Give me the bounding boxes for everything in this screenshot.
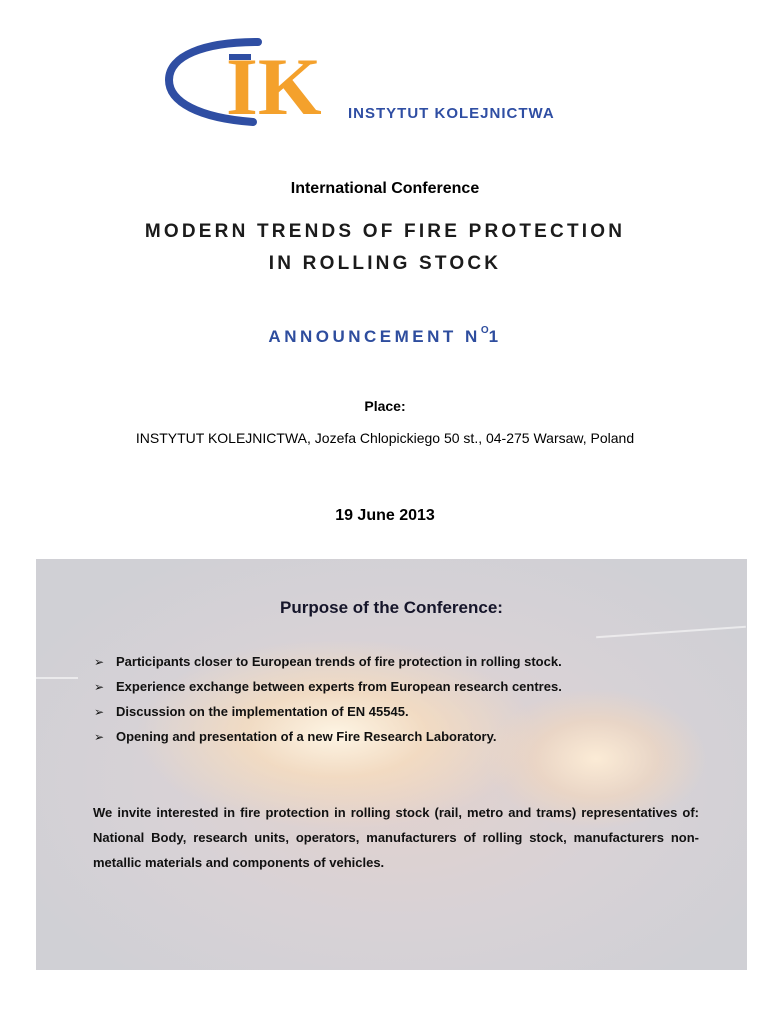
- announcement-sup: O: [480, 325, 489, 337]
- list-item: [94, 729, 562, 754]
- announcement-text: ANNOUNCEMENT N: [268, 327, 481, 346]
- list-item-text: Experience exchange between experts from European research centres.: [116, 679, 562, 694]
- title-line-1: MODERN TRENDS OF FIRE PROTECTION: [144, 221, 626, 242]
- conference-date: 19 June 2013: [335, 507, 435, 524]
- place-label: Place:: [364, 398, 406, 414]
- announcement-number: 1: [488, 327, 502, 346]
- conference-label: International Conference: [290, 180, 480, 197]
- list-item: [94, 704, 562, 729]
- list-item: [94, 679, 562, 704]
- arrow-bullet-icon: ➢: [94, 680, 105, 694]
- logo-letters: IK: [226, 41, 322, 128]
- institute-logo: [163, 38, 613, 128]
- list-item-text: Opening and presentation of a new Fire Research Laboratory.: [116, 729, 497, 744]
- list-item-text: Participants closer to European trends of fire protection in rolling stock.: [116, 654, 562, 669]
- list-item-text: Discussion on the implementation of EN 45545.: [116, 704, 409, 719]
- light-streak: [36, 677, 78, 679]
- title-line-2: IN ROLLING STOCK: [268, 253, 502, 274]
- purpose-list: [94, 654, 562, 754]
- place-address: INSTYTUT KOLEJNICTWA, Jozefa Chlopickiego 50 st., 04-275 Warsaw, Poland: [135, 430, 635, 446]
- logo-mark-svg: [163, 38, 613, 128]
- light-streak: [596, 626, 746, 638]
- purpose-title: Purpose of the Conference:: [280, 598, 503, 617]
- list-item: [94, 654, 562, 679]
- purpose-panel: [36, 559, 747, 970]
- arrow-bullet-icon: ➢: [94, 655, 105, 669]
- announcement-heading: [0, 327, 770, 347]
- arrow-bullet-icon: ➢: [94, 730, 105, 744]
- invitation-paragraph: We invite interested in fire protection in rolling stock (rail, metro and trams) representatives of: National Body, research units, operators, manufacturers of rolling stock, manufacturers non-metallic materials and components of vehicles.: [93, 805, 699, 870]
- logo-name: INSTYTUT KOLEJNICTWA: [348, 105, 555, 122]
- arrow-bullet-icon: ➢: [94, 705, 105, 719]
